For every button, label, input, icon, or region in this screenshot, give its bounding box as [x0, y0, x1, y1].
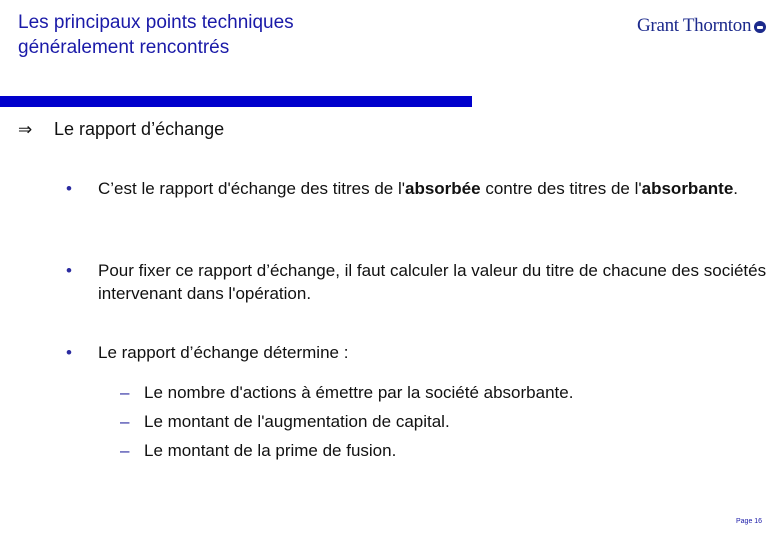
- bullet-1-text-c: .: [733, 179, 739, 198]
- bullet-1-text-a: C’est le rapport d'échange des titres de l': [98, 179, 405, 198]
- bullet-2-text: Pour fixer ce rapport d’échange, il faut calculer la valeur du titre de chacune des sociétés intervenant dans l'opération.: [98, 261, 767, 303]
- slide-title-line-1: Les principaux points techniques: [18, 12, 294, 33]
- logo-text: Grant Thornton: [637, 15, 752, 36]
- sub-item-3-text: Le montant de la prime de fusion.: [144, 441, 397, 460]
- bullet-item-2: [66, 259, 770, 305]
- grant-thornton-logo: [637, 14, 766, 38]
- title-underline-bar: [0, 96, 472, 107]
- bullet-1-bold-absorbante: absorbante: [641, 179, 734, 198]
- sub-item-1-text: Le nombre d'actions à émettre par la société absorbante.: [144, 383, 574, 402]
- bullet-item-1: [66, 177, 770, 200]
- dash-icon: –: [120, 441, 130, 460]
- section-heading-text: Le rapport d’échange: [54, 119, 225, 139]
- bullet-dot-icon: •: [66, 261, 72, 280]
- dash-icon: –: [120, 383, 130, 402]
- section-heading: [18, 119, 224, 140]
- sub-item-2: [120, 410, 450, 433]
- sub-item-2-text: Le montant de l'augmentation de capital.: [144, 412, 450, 431]
- slide-title: [18, 10, 294, 60]
- bullet-dot-icon: •: [66, 343, 72, 362]
- dash-icon: –: [120, 412, 130, 431]
- page-number: Page 16: [736, 518, 763, 525]
- bullet-dot-icon: •: [66, 179, 72, 198]
- bullet-item-3: [66, 341, 770, 364]
- bullet-1-text-b: contre des titres de l': [480, 179, 642, 198]
- bullet-3-text: Le rapport d’échange détermine :: [98, 343, 349, 362]
- logo-mark-icon: [754, 21, 766, 33]
- sub-item-3: [120, 439, 396, 462]
- slide-title-line-2: généralement rencontrés: [18, 37, 230, 58]
- sub-item-1: [120, 381, 573, 404]
- bullet-1-bold-absorbee: absorbée: [405, 179, 481, 198]
- implies-arrow-icon: ⇒: [18, 119, 33, 139]
